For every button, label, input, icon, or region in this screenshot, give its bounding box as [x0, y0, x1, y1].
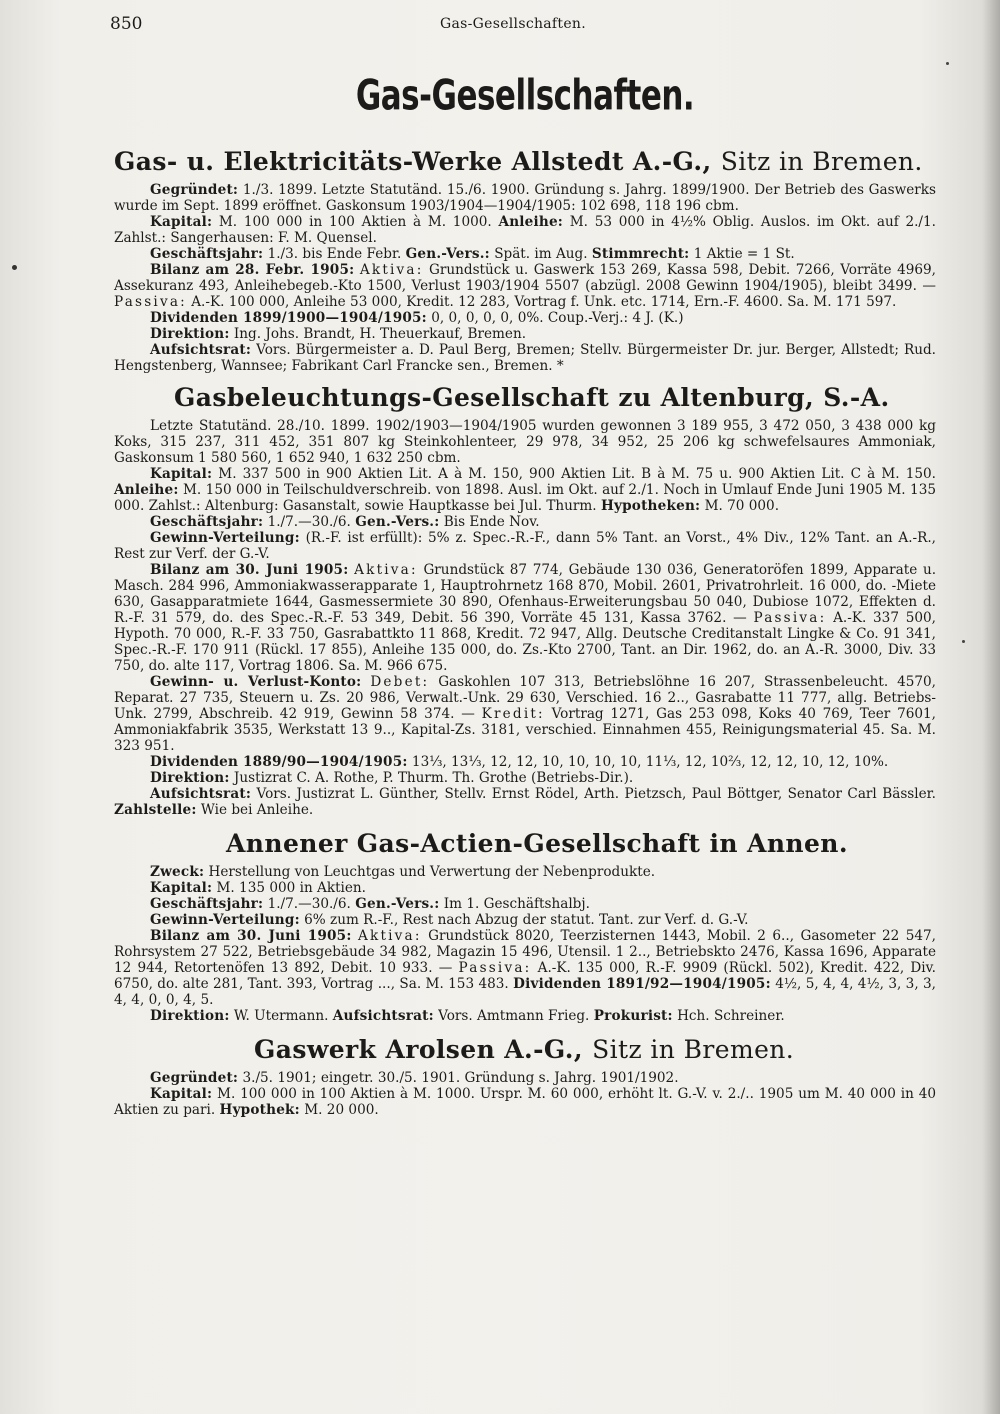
company-entry-annen — [114, 828, 936, 1024]
debit-label: Debet: — [370, 674, 430, 690]
field-label: Direktion: — [150, 770, 230, 786]
field-label: Bilanz am 28. Febr. 1905: — [150, 262, 355, 278]
field-label: Gen.-Vers.: — [355, 896, 440, 912]
debit-text: Gaskohlen 107 313, Betriebslöhne 16 207, Strassenbeleucht. 4570, Reparat. 27 735, Steuern u. Zs. 20 986, Verwalt.-Unk. 29 630, Verschied. 16 2.., Gasrabatte 11 777, allg. Betriebs-Unk. 2799, Abschreib. 42 919, Gewinn 58 374. — — [114, 674, 936, 722]
field-label: Gewinn- u. Verlust-Konto: — [150, 674, 362, 690]
company-seat: Sitz in Bremen. — [592, 1035, 795, 1064]
assets-label: Aktiva: — [354, 562, 418, 578]
dividends-text: 13⅓, 13⅓, 12, 12, 10, 10, 10, 10, 11⅓, 12, 10⅔, 12, 12, 10, 12, 10%. — [411, 754, 889, 770]
fiscal-year-text: 1./7.—30./6. — [267, 514, 351, 530]
liabilities-text: A.-K. 135 000, R.-F. 9909 (Rückl. 502), Kredit. 422, Div. 6750, do. alte 281, Tant. 393, Vortrag ..., Sa. M. 153 483. — [114, 960, 936, 992]
field-label: Gewinn-Verteilung: — [150, 912, 300, 928]
entry-body — [114, 1070, 936, 1118]
field-label: Zweck: — [150, 864, 205, 880]
profit-distribution-text: 6% zum R.-F., Rest nach Abzug der statut. Tant. zur Verf. d. G.-V. — [304, 912, 749, 928]
company-seat: Sitz in Bremen. — [720, 147, 923, 176]
page-number: 850 — [110, 14, 143, 34]
assets-text: Grundstück u. Gaswerk 153 269, Kassa 598, Debit. 7266, Vorräte 4969, Assekuranz 493, Anleihebegeb.-Kto 1500, Verlust 1903/1904 5507 (abzügl. 2008 Gewinn 1904/1905), bleibt 3499. — — [114, 262, 936, 294]
assets-text: Grundstück 87 774, Gebäude 130 036, Generatoröfen 1899, Apparate u. Masch. 284 996, Ammoniakwasserapparate 1, Hauptrohrnetz 168 870, Mobil. 2601, Privatrohrleit. 16 000, do. -Miete 630, Gasapparatmiete 1644, Gasmessermiete 30 890, Ofenhaus-Erweiterungsbau 50 040, Dubiose 1072, Effekten d. R.-F. 31 579, do. des Spec.-R.-F. 53 349, Debit. 56 390, Vorräte 45 131, Kassa 3762. — — [114, 562, 937, 626]
margin-speck — [946, 62, 949, 65]
capital-text: M. 100 000 in 100 Aktien à M. 1000. — [218, 214, 492, 230]
procurator-text: Hch. Schreiner. — [677, 1008, 785, 1024]
text-column — [114, 71, 937, 1118]
purpose-text: Herstellung von Leuchtgas und Verwertung der Nebenprodukte. — [208, 864, 656, 880]
voting-text: 1 Aktie = 1 St. — [693, 246, 795, 262]
company-name: Annener Gas-Actien-Gesellschaft in Annen. — [226, 829, 848, 858]
company-entry-arolsen — [114, 1034, 936, 1118]
company-name: Gas- u. Elektricitäts-Werke Allstedt A.-G., — [114, 147, 712, 176]
margin-speck — [962, 640, 965, 643]
liabilities-label: Passiva: — [114, 294, 187, 310]
field-label: Gegründet: — [150, 1070, 239, 1086]
field-label: Dividenden 1891/92—1904/1905: — [513, 976, 771, 992]
liabilities-text: A.-K. 100 000, Anleihe 53 000, Kredit. 12 283, Vortrag f. Unk. etc. 1714, Ern.-F. 4600. Sa. M. 171 597. — [191, 294, 897, 310]
company-heading — [114, 382, 936, 414]
company-heading — [114, 828, 936, 860]
entry-body — [114, 418, 936, 818]
company-entry-allstedt — [114, 146, 936, 374]
capital-text: M. 135 000 in Aktien. — [216, 880, 367, 896]
directors-text: Justizrat C. A. Rothe, P. Thurm. Th. Grothe (Betriebs-Dir.). — [233, 770, 634, 786]
dividends-text: 0, 0, 0, 0, 0, 0%. Coup.-Verj.: 4 J. (K.) — [431, 310, 684, 326]
statute-text: Letzte Statutänd. 28./10. 1899. 1902/1903—1904/1905 wurden gewonnen 3 189 955, 3 472 050, 3 438 000 kg Koks, 315 237, 311 452, 351 807 kg Steinkohlenteer, 29 978, 34 952, 25 206 kg schwefelsaures Ammoniak, Gaskonsum 1 580 560, 1 652 940, 1 632 250 cbm. — [114, 418, 936, 466]
meeting-text: Bis Ende Nov. — [443, 514, 540, 530]
field-label: Geschäftsjahr: — [150, 514, 264, 530]
page-title: Gas-Gesellschaften. — [355, 71, 695, 121]
loan-text: M. 53 000 in 4½% Oblig. Auslos. im Okt. auf 2./1. Zahlst.: Sangerhausen: F. M. Quensel. — [114, 214, 936, 246]
field-label: Bilanz am 30. Juni 1905: — [150, 928, 352, 944]
fiscal-year-text: 1./7.—30./6. — [267, 896, 351, 912]
field-label: Kapital: — [150, 466, 213, 482]
supervisory-board-text: Vors. Amtmann Frieg. — [438, 1008, 590, 1024]
running-title: Gas-Gesellschaften. — [440, 16, 586, 32]
field-label: Gegründet: — [150, 182, 239, 198]
directors-text: W. Utermann. — [233, 1008, 329, 1024]
liabilities-label: Passiva: — [753, 610, 827, 626]
field-label: Kapital: — [150, 880, 213, 896]
field-label: Direktion: — [150, 326, 230, 342]
capital-text: M. 337 500 in 900 Aktien Lit. A à M. 150, 900 Aktien Lit. B à M. 75 u. 900 Aktien Lit. C à M. 150. — [218, 466, 936, 482]
field-label: Dividenden 1889/90—1904/1905: — [150, 754, 408, 770]
directors-text: Ing. Johs. Brandt, H. Theuerkauf, Bremen. — [233, 326, 527, 342]
credit-label: Kredit: — [481, 706, 545, 722]
entry-body — [114, 864, 936, 1024]
supervisory-board-text: Vors. Bürgermeister a. D. Paul Berg, Bremen; Stellv. Bürgermeister Dr. jur. Berger, Allstedt; Rud. Hengstenberg, Wannsee; Fabrikant Carl Francke sen., Bremen. * — [114, 342, 936, 374]
company-entry-altenburg — [114, 382, 936, 818]
field-label: Aufsichtsrat: — [150, 342, 252, 358]
company-name: Gaswerk Arolsen A.-G., — [254, 1035, 583, 1064]
company-heading — [114, 146, 936, 178]
mortgage-text: M. 20 000. — [304, 1102, 379, 1118]
field-label: Aufsichtsrat: — [332, 1008, 434, 1024]
field-label: Geschäftsjahr: — [150, 896, 264, 912]
field-label: Stimmrecht: — [591, 246, 690, 262]
field-label: Kapital: — [150, 214, 213, 230]
loan-text: M. 150 000 in Teilschuldverschreib. von 1898. Ausl. im Okt. auf 2./1. Noch in Umlauf Ende Juni 1905 M. 135 000. Zahlst.: Altenburg: Gasanstalt, sowie Hauptkasse bei Jul. Thurm. — [114, 482, 936, 514]
fiscal-year-text: 1./3. bis Ende Febr. — [267, 246, 402, 262]
liabilities-label: Passiva: — [458, 960, 532, 976]
entry-body — [114, 182, 936, 374]
field-label: Hypotheken: — [600, 498, 701, 514]
paying-agent-text: Wie bei Anleihe. — [200, 802, 314, 818]
company-name: Gasbeleuchtungs-Gesellschaft zu Altenburg, S.-A. — [174, 383, 890, 412]
field-label: Direktion: — [150, 1008, 230, 1024]
profit-distribution-text: (R.-F. ist erfüllt): 5% z. Spec.-R.-F., dann 5% Tant. an Vorst., 4% Div., 12% Tant. an A.-R., Rest zur Verf. der G.-V. — [114, 530, 936, 562]
field-label: Anleihe: — [498, 214, 564, 230]
field-label: Bilanz am 30. Juni 1905: — [150, 562, 349, 578]
assets-label: Aktiva: — [358, 928, 422, 944]
running-header — [110, 14, 930, 36]
mortgage-text: M. 70 000. — [704, 498, 780, 514]
capital-text: M. 100 000 in 100 Aktien à M. 1000. Urspr. M. 60 000, erhöht lt. G.-V. v. 2./.. 1905 um M. 40 000 in 40 Aktien zu pari. — [114, 1086, 936, 1118]
company-heading — [114, 1034, 936, 1066]
liabilities-text: A.-K. 337 500, Hypoth. 70 000, R.-F. 33 750, Gasrabattkto 11 868, Kredit. 72 947, Allg. Deutsche Creditanstalt Lingke & Co. 91 341, Spec.-R.-F. 170 911 (Rückl. 17 855), Anleihe 135 000, do. Zs.-Kto 2700, Tant. an Dir. 1962, do. an A.-R. 3000, Div. 33 750, do. alte 117, Vortrag 1806. Sa. M. 966 675. — [114, 610, 936, 674]
assets-label: Aktiva: — [359, 262, 424, 278]
field-label: Gewinn-Verteilung: — [150, 530, 300, 546]
credit-text: Vortrag 1271, Gas 253 098, Koks 40 769, Teer 7601, Ammoniakfabrik 3535, Werkstatt 13 9.., Kapital-Zs. 3181, verschied. Einnahmen 455, Reinigungsmaterial 45. Sa. M. 323 951. — [114, 706, 936, 754]
supervisory-board-text: Vors. Justizrat L. Günther, Stellv. Ernst Rödel, Arth. Pietzsch, Paul Böttger, Senator Carl Bässler. — [256, 786, 936, 802]
field-label: Dividenden 1899/1900—1904/1905: — [150, 310, 427, 326]
founding-text: 3./5. 1901; eingetr. 30./5. 1901. Gründung s. Jahrg. 1901/1902. — [242, 1070, 679, 1086]
field-label: Aufsichtsrat: — [150, 786, 252, 802]
field-label: Zahlstelle: — [114, 802, 197, 818]
field-label: Geschäftsjahr: — [150, 246, 264, 262]
meeting-text: Spät. im Aug. — [494, 246, 588, 262]
assets-text: Grundstück 8020, Teerzisternen 1443, Mobil. 2 6.., Gasometer 22 547, Rohrsystem 27 522, Betriebsgebäude 34 982, Magazin 15 496, Utensil. 1 2.., Betriebskto 2476, Kassa 1696, Apparate 12 944, Retortenöfen 13 892, Debit. 10 933. — — [114, 928, 937, 976]
meeting-text: Im 1. Geschäftshalbj. — [443, 896, 590, 912]
field-label: Hypothek: — [219, 1102, 300, 1118]
dividends-text: 4½, 5, 4, 4, 4½, 3, 3, 3, 4, 4, 0, 0, 4, 5. — [114, 976, 937, 1008]
field-label: Gen.-Vers.: — [405, 246, 490, 262]
field-label: Prokurist: — [593, 1008, 673, 1024]
margin-speck — [12, 265, 17, 270]
founding-text: 1./3. 1899. Letzte Statutänd. 15./6. 1900. Gründung s. Jahrg. 1899/1900. Der Betrieb des Gaswerks wurde im Sept. 1899 eröffnet. Gaskonsum 1903/1904—1904/1905: 102 698, 118 196 cbm. — [114, 182, 936, 214]
field-label: Anleihe: — [114, 482, 179, 498]
field-label: Kapital: — [150, 1086, 213, 1102]
field-label: Gen.-Vers.: — [355, 514, 440, 530]
